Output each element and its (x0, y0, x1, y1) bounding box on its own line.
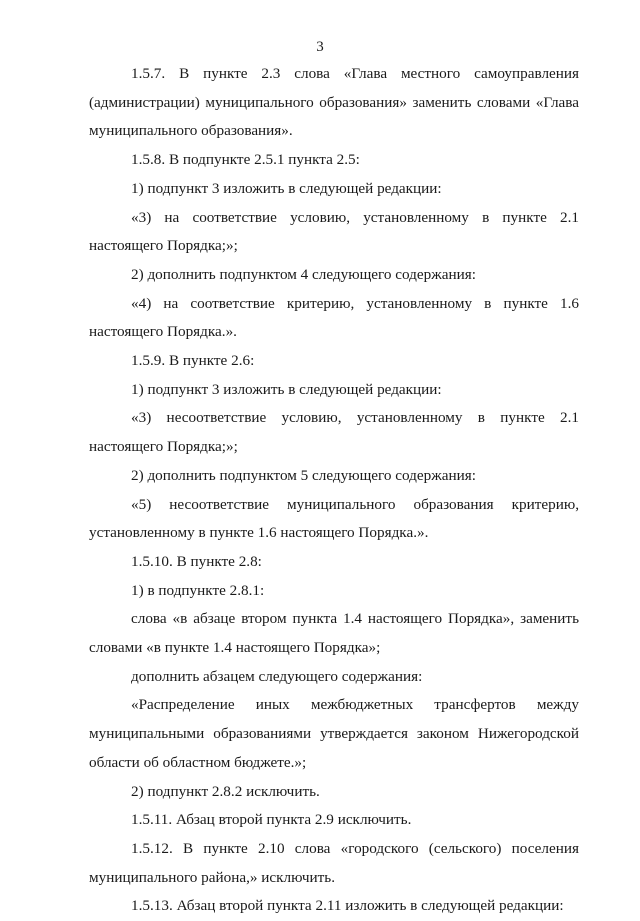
paragraph-1-5-8-quote-4: «4) на соответствие критерию, установленному в пункте 1.6 настоящего Порядка.». (89, 294, 579, 341)
paragraph-1-5-8: 1.5.8. В подпункте 2.5.1 пункта 2.5: (131, 151, 360, 169)
paragraph-1-5-8-quote-3: «3) на соответствие условию, установленному в пункте 2.1 настоящего Порядка;»; (89, 208, 579, 255)
paragraph-1-5-9-quote-5: «5) несоответствие муниципального образования критерию, установленному в пункте 1.6 настоящего Порядка.». (89, 495, 579, 542)
paragraph-1-5-10-item-2: 2) подпункт 2.8.2 исключить. (131, 782, 320, 800)
paragraph-1-5-11: 1.5.11. Абзац второй пункта 2.9 исключить. (131, 811, 412, 829)
page-number: 3 (316, 39, 324, 55)
paragraph-1-5-10-quote-distribution: «Распределение иных межбюджетных трансфертов между муниципальными образованиями утверждается законом Нижегородской области об областном бюджете.»; (89, 696, 579, 771)
paragraph-1-5-7: 1.5.7. В пункте 2.3 слова «Глава местного самоуправления (администрации) муниципального образования» заменить словами «Глава муниципального образования». (89, 65, 579, 140)
paragraph-1-5-8-item-1: 1) подпункт 3 изложить в следующей редакции: (131, 179, 442, 197)
paragraph-1-5-9-item-2: 2) дополнить подпунктом 5 следующего содержания: (131, 466, 476, 484)
paragraph-1-5-9-item-1: 1) подпункт 3 изложить в следующей редакции: (131, 380, 442, 398)
paragraph-1-5-10-item-1: 1) в подпункте 2.8.1: (131, 581, 265, 599)
paragraph-1-5-10-words-replace: слова «в абзаце втором пункта 1.4 настоящего Порядка», заменить словами «в пункте 1.4 настоящего Порядка»; (89, 610, 579, 657)
paragraph-1-5-9: 1.5.9. В пункте 2.6: (131, 352, 255, 370)
paragraph-1-5-10-add-paragraph: дополнить абзацем следующего содержания: (131, 667, 423, 685)
paragraph-1-5-9-quote-3: «3) несоответствие условию, установленному в пункте 2.1 настоящего Порядка;»; (89, 409, 579, 456)
paragraph-1-5-8-item-2: 2) дополнить подпунктом 4 следующего содержания: (131, 265, 476, 283)
paragraph-1-5-10: 1.5.10. В пункте 2.8: (131, 552, 262, 570)
document-body (89, 60, 579, 921)
paragraph-1-5-12: 1.5.12. В пункте 2.10 слова «городского (сельского) поселения муниципального района,» исключить. (89, 839, 579, 886)
paragraph-1-5-13: 1.5.13. Абзац второй пункта 2.11 изложить в следующей редакции: (131, 897, 564, 915)
